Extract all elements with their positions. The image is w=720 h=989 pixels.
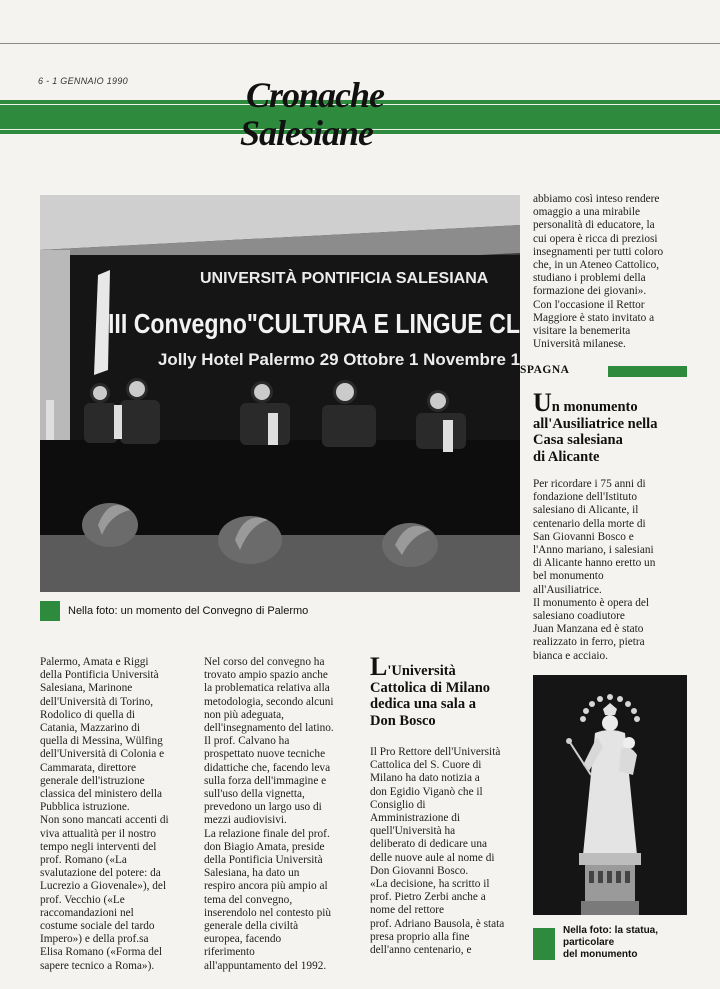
col3-line: nome del rettore bbox=[370, 904, 445, 917]
statue-caption bbox=[563, 925, 703, 961]
headline-line: Don Bosco bbox=[370, 712, 436, 729]
col1-line: viva attualità per il nostro bbox=[40, 827, 157, 840]
section-label-text: SPAGNA bbox=[520, 364, 570, 376]
col2-line: non più adeguata, bbox=[204, 708, 284, 721]
col1-line: dell'Università di Colonia e bbox=[40, 748, 165, 761]
col1-line: della Pontificia Università bbox=[40, 669, 159, 682]
col4b-line: bianca e acciaio. bbox=[533, 649, 608, 662]
col1-line: Salesiana, Marinone bbox=[40, 682, 133, 695]
col3-line: presa proprio alla fine bbox=[370, 930, 470, 943]
col3-line: Consiglio di bbox=[370, 798, 426, 811]
photo-caption: Nella foto: un momento del Convegno di Palermo bbox=[68, 605, 309, 617]
headline-line: 'Università bbox=[387, 663, 456, 679]
col1-line: costume sociale del tardo bbox=[40, 920, 155, 933]
col3-line: Amministrazione di bbox=[370, 812, 461, 825]
headline-first-line bbox=[370, 652, 530, 681]
col4-line: Con l'occasione il Rettor bbox=[533, 298, 645, 311]
col1-line: svalutazione del potere: da bbox=[40, 867, 161, 880]
banner-hotel: Jolly Hotel Palermo 29 Ottobre 1 Novembre 1 bbox=[158, 350, 520, 369]
col4-line: cui opera è ricca di preziosi bbox=[533, 232, 658, 245]
col3-line: «La decisione, ha scritto il bbox=[370, 878, 490, 891]
col4-line: visitare la benemerita bbox=[533, 325, 631, 338]
col1-line: prof. Vecchio («Le bbox=[40, 893, 125, 906]
col3-line: delle nuove aule al nome di bbox=[370, 851, 495, 864]
col4-line: Maggiore è stato invitato a bbox=[533, 311, 655, 324]
col3-line: Milano ha dato notizia a bbox=[370, 772, 480, 785]
col2-line: prevedono un largo uso di bbox=[204, 801, 322, 814]
col4-line: che, in un Ateneo Cattolico, bbox=[533, 259, 660, 272]
col4b-line: di Alicante hanno eretto un bbox=[533, 557, 656, 570]
drop-initial: L bbox=[370, 652, 388, 681]
caption-marker bbox=[40, 601, 60, 621]
col4-line: insegnamenti per tutti coloro bbox=[533, 245, 664, 258]
col1-line: prof. Romano («La bbox=[40, 854, 127, 867]
col4b-line: bel monumento bbox=[533, 570, 604, 583]
conference-photo bbox=[40, 195, 520, 592]
col4b-line: salesiano coadiutore bbox=[533, 610, 625, 623]
col2-line: metodologia, secondo alcuni bbox=[204, 695, 334, 708]
col2-line: didattiche che, facendo leva bbox=[204, 761, 331, 774]
col4b-line: salesiano di Alicante, il bbox=[533, 504, 639, 517]
col2-line: sull'uso della vignetta, bbox=[204, 788, 305, 801]
col2-line: trovato ampio spazio anche bbox=[204, 669, 328, 682]
col1-line: Impero») e della prof.sa bbox=[40, 933, 149, 946]
headline-first-line bbox=[533, 388, 693, 417]
col2-line: prospettato nuove tecniche bbox=[204, 748, 326, 761]
col1-line: classica del ministero della bbox=[40, 788, 163, 801]
col1-line: Catania, Mazzarino di bbox=[40, 722, 141, 735]
col3-line: don Egidio Viganò che il bbox=[370, 785, 483, 798]
page-folio: 6 - 1 GENNAIO 1990 bbox=[38, 76, 128, 86]
col4-line: studiano i problemi della bbox=[533, 272, 646, 285]
col3-line: deliberato di dedicare una bbox=[370, 838, 487, 851]
col4-line: abbiamo così inteso rendere bbox=[533, 193, 660, 205]
section-green-bar bbox=[608, 366, 687, 377]
col1-line: sapere tecnico a Roma»). bbox=[40, 959, 155, 972]
col4b-line: San Giovanni Bosco e bbox=[533, 530, 634, 543]
col2-line: respiro ancora più ampio al bbox=[204, 880, 328, 893]
headline-line: all'Ausiliatrice nella bbox=[533, 415, 658, 432]
masthead-line-2: Salesiane bbox=[240, 113, 374, 153]
headline-line: Cattolica di Milano bbox=[370, 679, 491, 696]
col3-line: Cattolica del S. Cuore di bbox=[370, 759, 482, 772]
col2-line: La relazione finale del prof. bbox=[204, 827, 330, 840]
headline-cattolica bbox=[370, 652, 530, 729]
banner-university: UNIVERSITÀ PONTIFICIA SALESIANA bbox=[200, 270, 489, 287]
col1-line: tempo negli interventi del bbox=[40, 840, 157, 853]
col2-line: la problematica relativa alla bbox=[204, 682, 330, 695]
col4b-line: Per ricordare i 75 anni di bbox=[533, 478, 646, 490]
col4b-line: realizzato in ferro, pietra bbox=[533, 636, 645, 649]
headline-line: Casa salesiana bbox=[533, 432, 623, 448]
headline-line: di Alicante bbox=[533, 448, 600, 465]
column-4-alicante bbox=[533, 478, 693, 663]
col4b-line: Juan Manzana ed è stato bbox=[533, 623, 644, 636]
col2-line: europea, facendo bbox=[204, 933, 282, 946]
col2-line: inserendolo nel contesto più bbox=[204, 906, 332, 919]
masthead-line-1: Cronache bbox=[246, 75, 385, 115]
col1-line: Palermo, Amata e Riggi bbox=[40, 656, 149, 668]
col2-line: generale della civiltà bbox=[204, 920, 299, 933]
headline-line: dedica una sala a bbox=[370, 696, 476, 712]
col2-line: tema del convegno, bbox=[204, 893, 293, 906]
col1-line: dell'Università di Torino, bbox=[40, 695, 154, 708]
col2-line: don Biagio Amata, preside bbox=[204, 840, 325, 853]
column-3 bbox=[370, 746, 530, 957]
col4b-line: all'Ausiliatrice. bbox=[533, 583, 602, 596]
col1-line: Cammarata, direttore bbox=[40, 761, 136, 774]
headline-alicante bbox=[533, 388, 693, 465]
col4b-line: Il monumento è opera del bbox=[533, 596, 650, 609]
col4-line: omaggio a una mirabile bbox=[533, 206, 640, 219]
statue-photo bbox=[533, 675, 687, 915]
col2-line: mezzi audiovisivi. bbox=[204, 814, 287, 827]
col2-line: Nel corso del convegno ha bbox=[204, 656, 325, 668]
statue-caption-line: Nella foto: la statua, bbox=[563, 925, 659, 936]
conference-photo-drawing bbox=[40, 195, 520, 592]
col3-line: prof. Pietro Zerbi anche a bbox=[370, 891, 486, 904]
col2-line: Il prof. Calvano ha bbox=[204, 735, 290, 748]
col1-line: Non sono mancati accenti di bbox=[40, 814, 169, 827]
col3-line: Il Pro Rettore dell'Università bbox=[370, 746, 501, 758]
col4b-line: fondazione dell'Istituto bbox=[533, 491, 637, 504]
col3-line: prof. Adriano Bausola, è stata bbox=[370, 917, 505, 930]
column-4-top bbox=[533, 193, 693, 351]
col4-line: personalità di educatore, la bbox=[533, 219, 655, 232]
col2-line: riferimento bbox=[204, 946, 255, 959]
col1-line: Rodolico di quella di bbox=[40, 708, 136, 721]
col1-line: Elisa Romano («Forma del bbox=[40, 946, 163, 959]
col2-line: sulla forza dell'immagine e bbox=[204, 774, 327, 787]
col2-line: all'appuntamento del 1992. bbox=[204, 959, 327, 972]
section-label-spagna bbox=[520, 366, 687, 377]
top-rule bbox=[0, 43, 720, 44]
col2-line: Salesiana, ha dato un bbox=[204, 867, 300, 880]
col2-line: dell'insegnamento del latino. bbox=[204, 722, 334, 735]
banner-convegno: III Convegno"CULTURA E LINGUE CL bbox=[108, 308, 520, 339]
statue-caption-line: particolare bbox=[563, 937, 615, 948]
col1-line: Pubblica istruzione. bbox=[40, 801, 130, 814]
col1-line: raccomandazioni nel bbox=[40, 906, 134, 919]
col2-line: della Pontificia Università bbox=[204, 854, 323, 867]
col1-line: generale dell'istruzione bbox=[40, 774, 145, 787]
column-1 bbox=[40, 656, 196, 973]
col4b-line: l'Anno mariano, i salesiani bbox=[533, 544, 654, 557]
statue-caption-marker bbox=[533, 928, 555, 960]
col4-line: Università milanese. bbox=[533, 338, 626, 351]
drop-initial: U bbox=[533, 388, 552, 417]
col3-line: quell'Università ha bbox=[370, 825, 456, 838]
headline-line: n monumento bbox=[551, 399, 638, 415]
column-2 bbox=[204, 656, 364, 973]
col1-line: Lucrezio a Giovenale»), del bbox=[40, 880, 167, 893]
col1-line: quella di Messina, Wülfing bbox=[40, 735, 163, 748]
col3-line: Don Giovanni Bosco. bbox=[370, 864, 469, 877]
col4b-line: centenario della morte di bbox=[533, 517, 646, 530]
masthead bbox=[236, 74, 400, 160]
col4-line: formazione dei giovani». bbox=[533, 285, 647, 298]
statue-photo-drawing bbox=[533, 675, 687, 915]
col3-line: dell'anno centenario, e bbox=[370, 944, 472, 957]
statue-caption-line: del monumento bbox=[563, 949, 638, 960]
